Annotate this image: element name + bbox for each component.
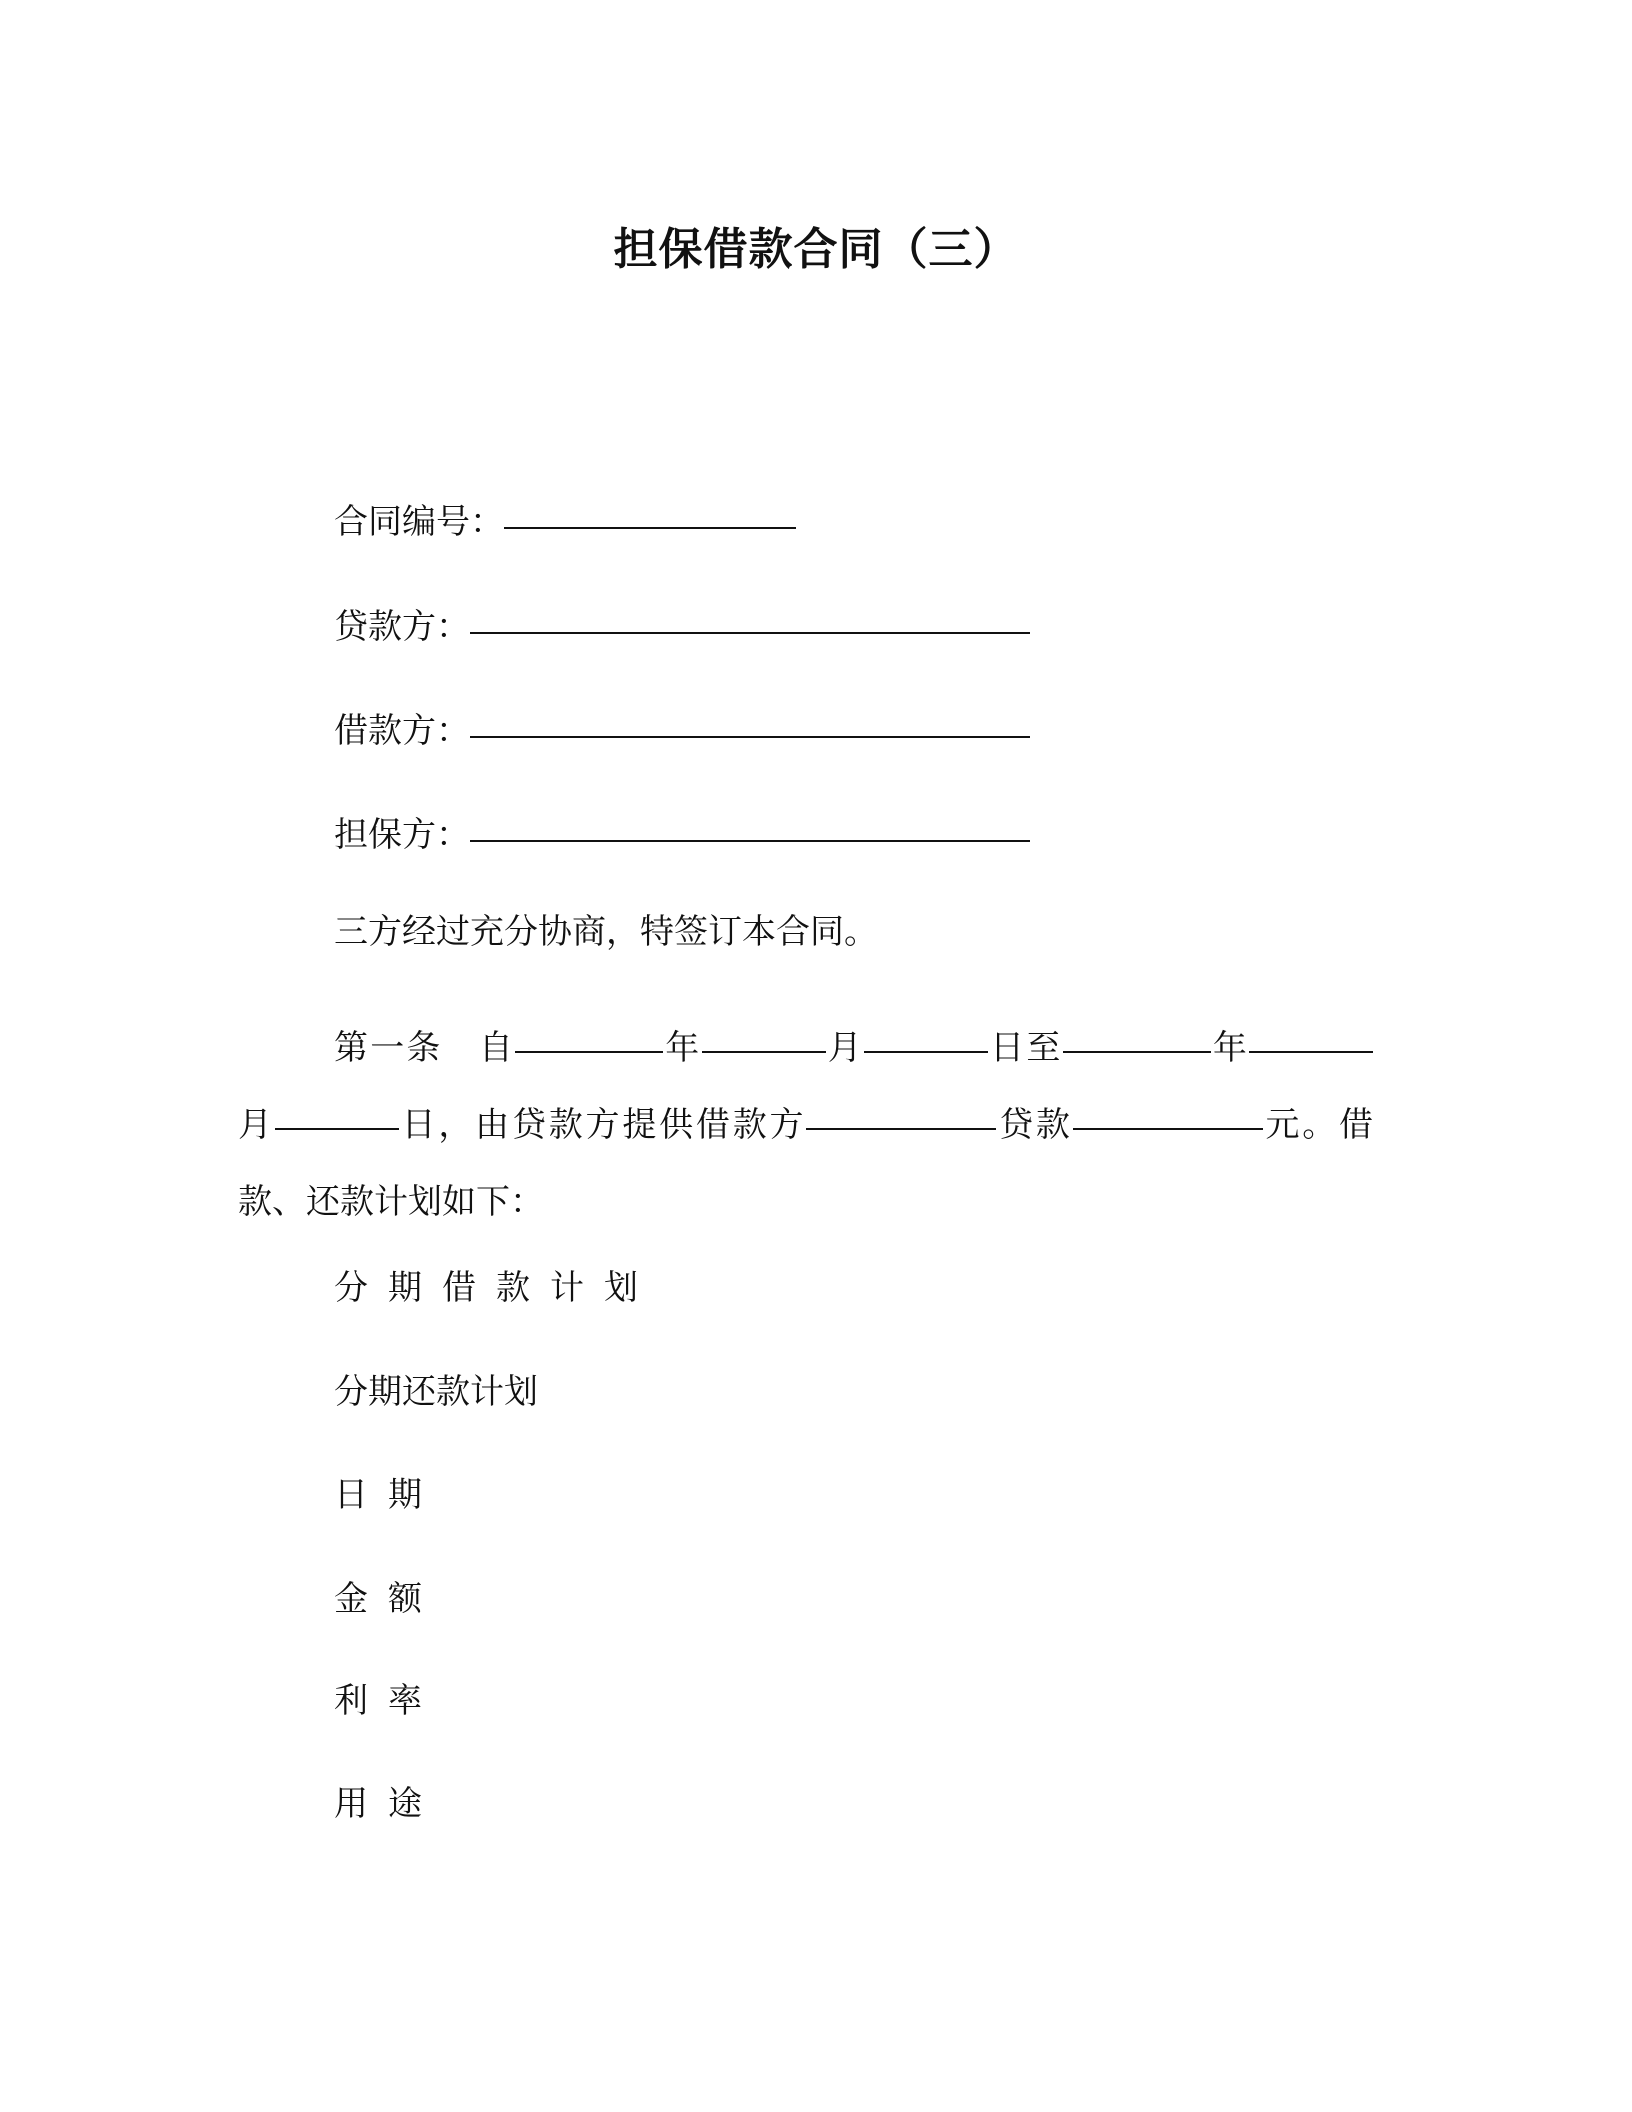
yuan-plan-text: 元。借款、还款计划如下：: [238, 1105, 1374, 1222]
end-month-blank: [1249, 1050, 1373, 1053]
contract-number-row: [334, 500, 796, 544]
loan-currency-blank: [806, 1127, 996, 1130]
guarantor-label: 担保方：: [334, 815, 470, 855]
start-month-text: 月: [825, 1028, 864, 1068]
article-1-paragraph: [238, 1010, 1373, 1241]
lender-blank: [470, 631, 1030, 634]
loan-text: 贷款: [996, 1105, 1073, 1145]
end-year-blank: [1063, 1050, 1211, 1053]
end-day-blank: [275, 1127, 399, 1130]
date-heading: 日期: [334, 1475, 442, 1515]
end-year-text: 年: [1210, 1028, 1250, 1068]
start-day-blank: [864, 1050, 988, 1053]
borrower-blank: [470, 735, 1030, 738]
borrower-row: [334, 709, 1030, 753]
installment-loan-plan: 分期借款计划: [334, 1268, 658, 1308]
document-title: 担保借款合同（三）: [613, 224, 1019, 275]
rate-heading: 利率: [334, 1681, 442, 1721]
end-day-text: 日，由贷款方提供借款方: [398, 1105, 807, 1145]
contract-number-label: 合同编号：: [334, 502, 504, 542]
lender-row: [334, 605, 1030, 649]
amount-heading: 金额: [334, 1579, 442, 1619]
borrower-label: 借款方：: [334, 711, 470, 751]
installment-repay-plan: 分期还款计划: [334, 1372, 538, 1412]
start-month-blank: [702, 1050, 826, 1053]
contract-number-blank: [504, 526, 796, 529]
end-month-text: 月: [238, 1105, 275, 1145]
loan-amount-blank: [1073, 1127, 1263, 1130]
guarantor-blank: [470, 839, 1030, 842]
start-year-blank: [515, 1050, 663, 1053]
start-day-to-text: 日至: [987, 1028, 1063, 1068]
purpose-heading: 用途: [334, 1784, 442, 1824]
guarantor-row: [334, 813, 1030, 857]
start-year-text: 年: [663, 1028, 702, 1068]
lender-label: 贷款方：: [334, 607, 470, 647]
article-1-lead: 第一条 自: [334, 1028, 516, 1068]
intro-sentence: 三方经过充分协商，特签订本合同。: [334, 912, 878, 952]
